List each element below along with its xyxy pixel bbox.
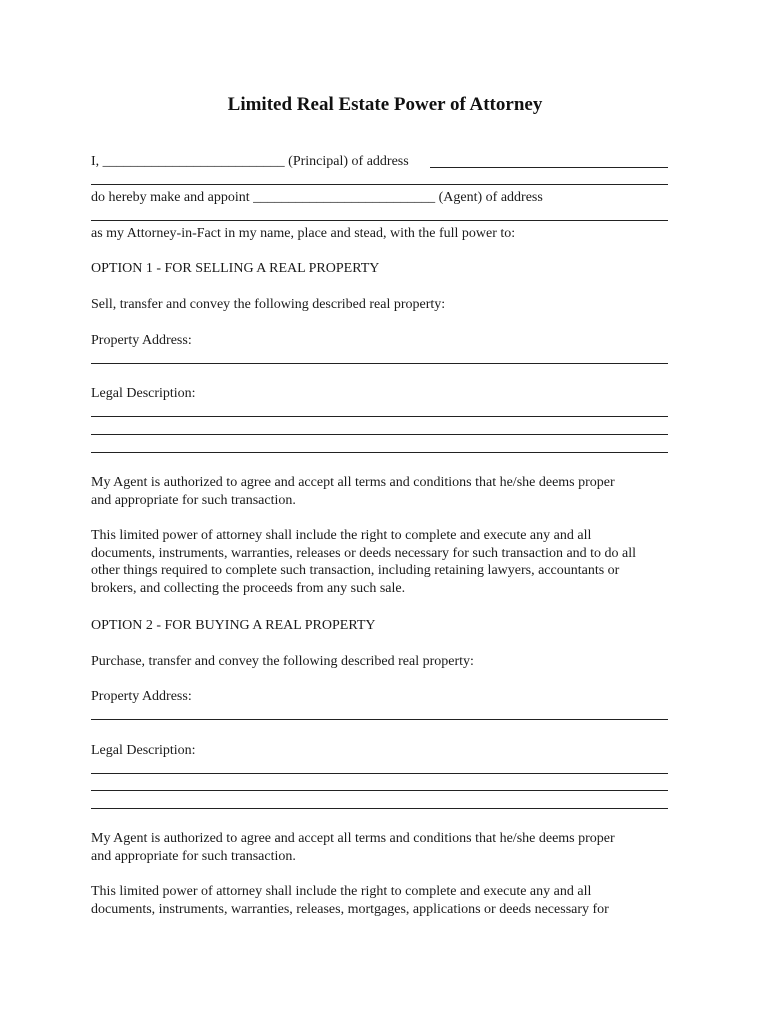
agent-name-blank[interactable]: __________________________ bbox=[253, 190, 436, 205]
paragraph-line: other things required to complete such transaction, including retaining lawyers, accountants or bbox=[91, 563, 620, 579]
principal-prefix: I, bbox=[91, 154, 103, 169]
option1-property-line[interactable] bbox=[91, 363, 668, 364]
principal-address-line-2[interactable] bbox=[91, 184, 668, 185]
option2-heading: OPTION 2 - FOR BUYING A REAL PROPERTY bbox=[91, 618, 376, 633]
option2-legal-label: Legal Description: bbox=[91, 743, 196, 758]
option1-agent-paragraph bbox=[91, 474, 691, 509]
document-title: Limited Real Estate Power of Attorney bbox=[227, 94, 543, 115]
paragraph-line: documents, instruments, warranties, releases, mortgages, applications or deeds necessary for bbox=[91, 901, 609, 917]
option2-legal-line-2[interactable] bbox=[91, 790, 668, 791]
option1-legal-line-2[interactable] bbox=[91, 434, 668, 435]
principal-line bbox=[91, 153, 409, 171]
option2-agent-paragraph bbox=[91, 830, 691, 865]
option2-limited-paragraph bbox=[91, 883, 691, 918]
paragraph-line: My Agent is authorized to agree and accept all terms and conditions that he/she deems proper bbox=[91, 475, 615, 490]
option2-property-label: Property Address: bbox=[91, 689, 192, 704]
option2-legal-line-3[interactable] bbox=[91, 808, 668, 809]
paragraph-line: documents, instruments, warranties, releases or deeds necessary for such transaction and to do all bbox=[91, 545, 637, 561]
principal-address-blank[interactable] bbox=[430, 167, 668, 168]
attorney-in-fact-text: as my Attorney-in-Fact in my name, place and stead, with the full power to: bbox=[91, 226, 516, 241]
option1-heading: OPTION 1 - FOR SELLING A REAL PROPERTY bbox=[91, 261, 380, 276]
principal-suffix: (Principal) of address bbox=[284, 154, 409, 169]
paragraph-line: brokers, and collecting the proceeds from any such sale. bbox=[91, 580, 406, 596]
option2-intro: Purchase, transfer and convey the following described real property: bbox=[91, 654, 474, 669]
option1-legal-line-1[interactable] bbox=[91, 416, 668, 417]
agent-address-line[interactable] bbox=[91, 220, 668, 221]
paragraph-line: and appropriate for such transaction. bbox=[91, 492, 296, 508]
option2-property-line[interactable] bbox=[91, 719, 668, 720]
option1-legal-line-3[interactable] bbox=[91, 452, 668, 453]
option1-property-label: Property Address: bbox=[91, 333, 192, 348]
paragraph-line: My Agent is authorized to agree and accept all terms and conditions that he/she deems proper bbox=[91, 831, 615, 846]
paragraph-line: and appropriate for such transaction. bbox=[91, 848, 296, 864]
agent-suffix: (Agent) of address bbox=[435, 190, 543, 205]
option2-legal-line-1[interactable] bbox=[91, 773, 668, 774]
paragraph-line: This limited power of attorney shall include the right to complete and execute any and all bbox=[91, 528, 592, 543]
paragraph-line: This limited power of attorney shall include the right to complete and execute any and all bbox=[91, 884, 592, 899]
agent-line bbox=[91, 189, 543, 207]
principal-name-blank[interactable]: __________________________ bbox=[102, 154, 285, 169]
option1-limited-paragraph bbox=[91, 527, 691, 597]
option1-intro: Sell, transfer and convey the following described real property: bbox=[91, 297, 446, 312]
option1-legal-label: Legal Description: bbox=[91, 386, 196, 401]
agent-prefix: do hereby make and appoint bbox=[91, 190, 254, 205]
